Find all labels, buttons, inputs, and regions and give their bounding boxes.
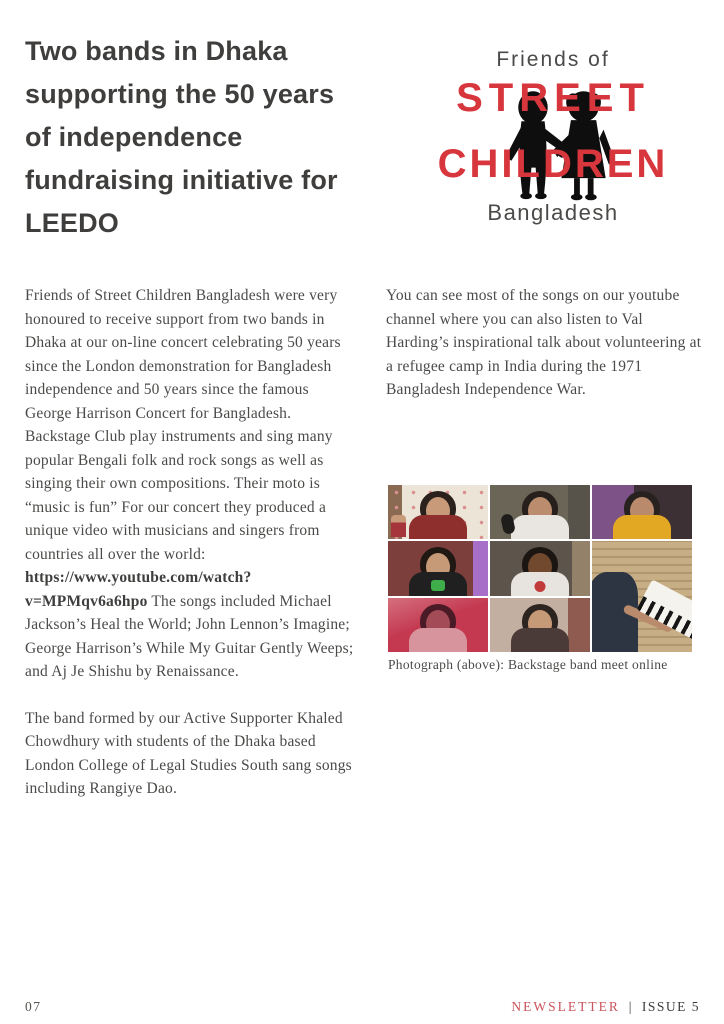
- photo-cell-singer-with-mic: [490, 485, 590, 539]
- photo-cell-singer-white-tshirt: [490, 541, 590, 595]
- photo-cell-singer-long-hair: [490, 598, 590, 652]
- photo-cell-singer-green-tshirt: [388, 541, 488, 595]
- photo-caption: Photograph (above): Backstage band meet online: [388, 657, 668, 672]
- person-torso: [511, 628, 569, 652]
- photo-cell-singer-yellow-top: [592, 485, 692, 539]
- footer-issue-line: [511, 999, 700, 1015]
- logo-street: STREET: [456, 76, 650, 120]
- microphone-shape: [500, 513, 516, 535]
- photo-cell-singer-red-top-floral: [388, 485, 488, 539]
- footer-separator: |: [628, 999, 633, 1014]
- person-torso: [409, 628, 467, 652]
- inset-second-singer: [391, 515, 406, 537]
- photo-cell-singer-pink-room: [388, 598, 488, 652]
- footer-issue-label: ISSUE 5: [641, 999, 700, 1014]
- person-torso: [409, 515, 467, 539]
- paragraph-concert-text: Friends of Street Children Bangladesh were very honoured to receive support from two bands in Dhaka at our on-line concert celebrating 50 years since the London demonstration for Bangladesh independence and 50 years since the famous George Harrison Concert for Bangladesh. Backstage Club play instruments and sing many popular Bengali folk and rock songs as well as singing their own compositions. Their moto is “music is fun” For our concert they produced a unique video with musicians and singers from countries all over the world:: [25, 287, 341, 563]
- paragraph-concert: [25, 284, 359, 684]
- page-number: 07: [25, 999, 42, 1014]
- person-torso: [511, 515, 569, 539]
- logo-bangladesh: Bangladesh: [487, 200, 619, 225]
- right-column: [386, 284, 708, 402]
- photo-cell-pianist: [592, 541, 692, 652]
- logo-friends-of: Friends of: [496, 48, 610, 71]
- footer-newsletter-label: NEWSLETTER: [511, 999, 620, 1014]
- logo-children: CHILDREN: [437, 142, 669, 186]
- charity-logo: [406, 36, 700, 250]
- tshirt-red-logo: [535, 581, 546, 592]
- paragraph-youtube-channel: You can see most of the songs on our youtube channel where you can also listen to Val Harding’s inspirational talk about volunteering at a refugee camp in India during the 1971 Bangladesh Independence War.: [386, 287, 702, 398]
- left-column: [25, 284, 359, 801]
- backstage-band-photo-grid: [388, 485, 692, 652]
- paragraph-songs-text: The songs included Michael Jackson’s Heal the World; John Lennon’s Imagine; George Harrison’s While My Guitar Gently Weeps; and Aj Je Shishu by Renaissance.: [25, 592, 354, 680]
- youtube-link[interactable]: https://www.youtube.com/watch?v=MPMqv6a6hpo: [25, 569, 252, 610]
- page-title: Two bands in Dhaka supporting the 50 years of independence fundraising initiative for LEEDO: [25, 36, 338, 238]
- piano-black-keys: [636, 596, 692, 652]
- paragraph-second-band: The band formed by our Active Supporter Khaled Chowdhury with students of the Dhaka based London College of Legal Studies South sang songs including Rangiye Dao.: [25, 709, 352, 797]
- tshirt-green-logo: [431, 580, 445, 591]
- person-torso: [613, 515, 671, 539]
